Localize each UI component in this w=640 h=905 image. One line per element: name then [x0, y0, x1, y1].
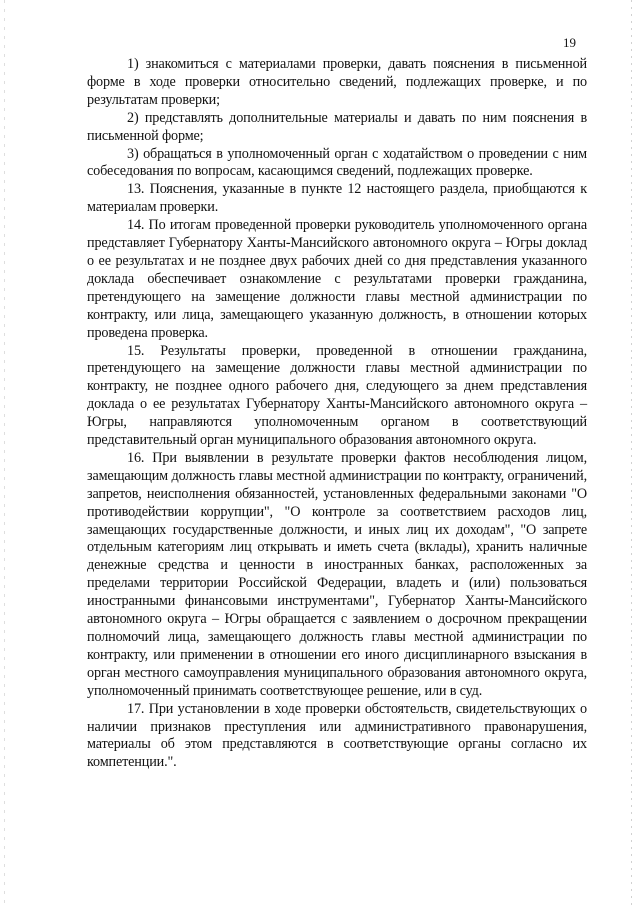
paragraph-17: 17. При установлении в ходе проверки обстоятельств, свидетельствующих о наличии признаков преступления или административного правонарушения, материалы об этом представляются в соответствующие органы согласно их компетенции.".: [87, 700, 587, 771]
scan-edge-right: [631, 0, 632, 905]
paragraph-12-1: 1) знакомиться с материалами проверки, давать пояснения в письменной форме в ходе проверки относительно сведений, подлежащих проверке, и по результатам проверки;: [87, 56, 587, 108]
paragraph-13: 13. Пояснения, указанные в пункте 12 настоящего раздела, приобщаются к материалам проверки.: [87, 181, 587, 216]
paragraph-16: 16. При выявлении в результате проверки фактов несоблюдения лицом, замещающим должность главы местной администрации по контракту, ограничений, запретов, неисполнения обязанностей, установленных федеральными законами "О противодействии коррупции", "О контроле за соответствием расходов лиц, замещающих государственные должности, и иных лиц их доходам", "О запрете отдельным категориям лиц открывать и иметь счета (вклады), хранить наличные денежные средства и ценности в иностранных банках, расположенных за пределами территории Российской Федерации, владеть и (или) пользоваться иностранными финансовыми инструментами", Губернатор Ханты-Мансийского автономного округа – Югры обращается с заявлением о досрочном прекращении полномочий лица, замещающего должность главы местной администрации по контракту, или применении в отношении его иного дисциплинарного взыскания в орган местного самоуправления муниципального образования автономного округа, уполномоченный принимать соответствующее решение, или в суд.: [87, 449, 587, 699]
paragraph-14: 14. По итогам проведенной проверки руководитель уполномоченного органа представляет Губернатору Ханты-Мансийского автономного округа – Югры доклад о ее результатах и не позднее двух рабочих дней со дня представления указанного доклада обеспечивает ознакомление с результатами проверки гражданина, претендующего на замещение должности главы местной администрации по контракту, или лица, замещающего указанную должность, в отношении которых проведена проверка.: [87, 217, 587, 341]
paragraph-15: 15. Результаты проверки, проведенной в отношении гражданина, претендующего на замещение должности главы местной администрации по контракту, не позднее одного рабочего дня, следующего за днем представления доклада о ее результатах Губернатору Ханты-Мансийского автономного округа – Югры, направляются уполномоченным органом в соответствующий представительный орган муниципального образования автономного округа.: [87, 342, 587, 449]
paragraph-12-3: 3) обращаться в уполномоченный орган с ходатайством о проведении с ним собеседования по вопросам, касающимся сведений, подлежащих проверке.: [87, 145, 587, 180]
paragraph-12-2: 2) представлять дополнительные материалы и давать по ним пояснения в письменной форме;: [87, 109, 587, 144]
page-number: 19: [563, 35, 576, 50]
document-body: [87, 56, 587, 772]
scan-edge-left: [4, 0, 5, 905]
